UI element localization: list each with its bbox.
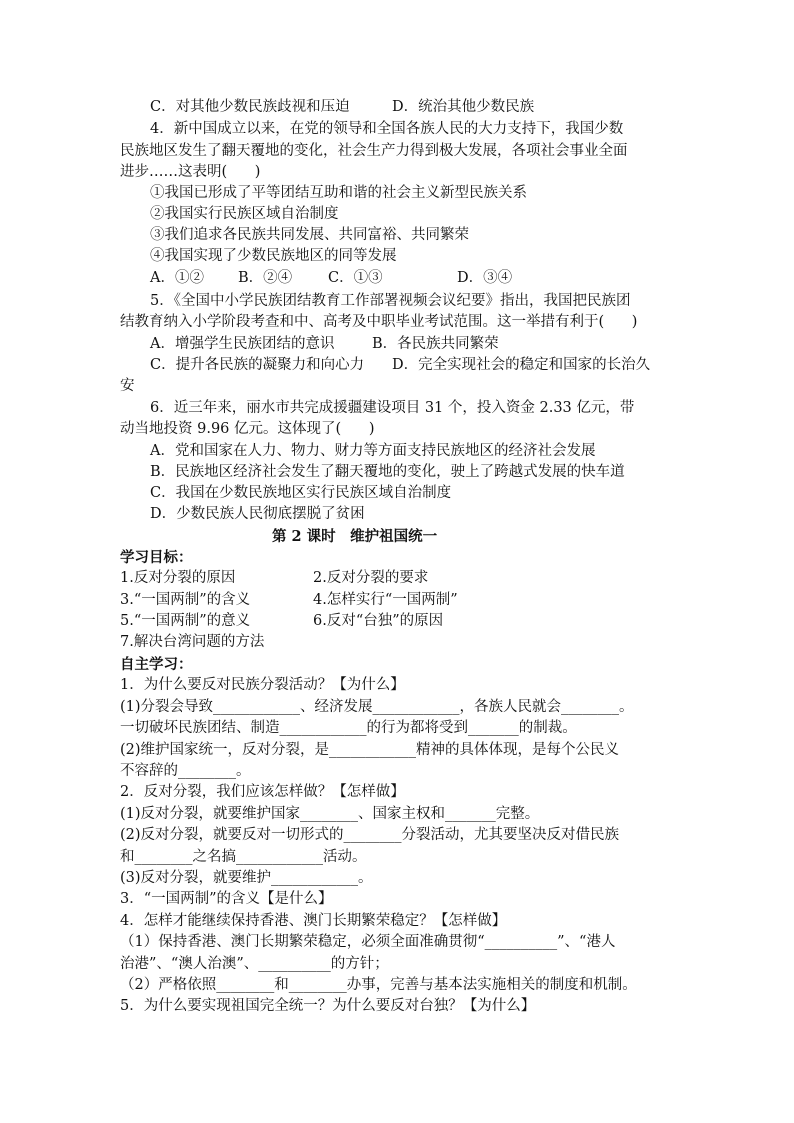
q6-stem-line-2: 动当地投资 9.96 亿元。这体现了( ): [120, 421, 375, 437]
objective-6: 6.反对“台独”的原因: [313, 613, 444, 629]
objective-3: 3.“一国两制”的含义: [120, 592, 251, 608]
q4-statement-3: ③我们追求各民族共同发展、共同富裕、共同繁荣: [150, 227, 469, 243]
q5-stem-line-2: 结教育纳入小学阶段考查和中、高考及中职毕业考试范围。这一举措有利于( ): [120, 314, 638, 330]
objective-5: 5.“一国两制”的意义: [120, 613, 251, 629]
q4-statement-1: ①我国已形成了平等团结互助和谐的社会主义新型民族关系: [150, 185, 527, 201]
q4-stem-line-2: 民族地区发生了翻天覆地的变化，社会生产力得到极大发展，各项社会事业全面: [120, 143, 628, 159]
study-line-5: 不容辞的________。: [120, 763, 251, 779]
q5-option-c: C．提升各民族的凝聚力和向心力: [150, 357, 365, 373]
study-line-4: (2)维护国家统一，反对分裂，是____________精神的具体体现，是每个公民义: [120, 742, 620, 758]
study-line-2: (1)分裂会导致____________、经济发展____________，各族人民就会________。: [120, 699, 634, 715]
study-line-14: 治港”、“澳人治澳”、__________的方针；: [120, 956, 389, 972]
study-line-9: 和________之名搞____________活动。: [120, 849, 367, 865]
q3-option-c: C．对其他少数民族歧视和压迫: [150, 99, 350, 115]
q4-statement-2: ②我国实行民族区域自治制度: [150, 206, 339, 222]
study-line-12: 4．怎样才能继续保持香港、澳门长期繁荣稳定？【怎样做】: [120, 913, 507, 929]
q6-option-b: B．民族地区经济社会发生了翻天覆地的变化，驶上了跨越式发展的快车道: [150, 464, 625, 480]
study-line-1: 1．为什么要反对民族分裂活动？【为什么】: [120, 677, 405, 693]
q4-option-a: A．①②: [150, 270, 204, 286]
study-line-3: 一切破坏民族团结、制造____________的行为都将受到_______的制裁。: [120, 720, 577, 736]
q4-option-c: C．①③: [328, 270, 383, 286]
study-line-13: （1）保持香港、澳门长期繁荣稳定，必须全面准确贯彻“__________”、“港人: [120, 934, 616, 950]
q4-statement-4: ④我国实现了少数民族地区的同等发展: [150, 248, 397, 264]
q5-option-a: A．增强学生民族团结的意识: [150, 336, 335, 352]
q3-option-d: D．统治其他少数民族: [392, 99, 535, 115]
q6-option-d: D．少数民族人民彻底摆脱了贫困: [150, 506, 365, 522]
q4-stem-line-1: 4．新中国成立以来，在党的领导和全国各族人民的大力支持下，我国少数: [150, 121, 624, 137]
q5-option-d: D．完全实现社会的稳定和国家的长治久: [392, 357, 651, 373]
self-study-heading: 自主学习：: [120, 656, 193, 673]
objectives-heading: 学习目标：: [120, 549, 193, 566]
q6-option-a: A．党和国家在人力、物力、财力等方面支持民族地区的经济社会发展: [150, 443, 596, 459]
study-line-6: 2．反对分裂，我们应该怎样做？【怎样做】: [120, 784, 405, 800]
study-line-16: 5．为什么要实现祖国完全统一？为什么要反对台独？【为什么】: [120, 998, 536, 1014]
objective-2: 2.反对分裂的要求: [313, 570, 429, 586]
q4-stem-line-3: 进步……这表明( ): [120, 164, 261, 180]
study-line-10: (3)反对分裂，就要维护____________。: [120, 870, 373, 886]
objective-7: 7.解决台湾问题的方法: [120, 634, 265, 650]
q5-stem-line-1: 5．《全国中小学民族团结教育工作部署视频会议纪要》指出，我国把民族团: [150, 293, 631, 309]
study-line-8: (2)反对分裂，就要反对一切形式的________分裂活动，尤其要坚决反对借民族: [120, 827, 620, 843]
study-line-7: (1)反对分裂，就要维护国家________、国家主权和_______完整。: [120, 806, 540, 822]
lesson-title: 第 2 课时 维护祖国统一: [272, 528, 438, 545]
q4-option-d: D．③④: [457, 270, 513, 286]
q4-option-b: B．②④: [238, 270, 293, 286]
q5-option-b: B．各民族共同繁荣: [372, 336, 499, 352]
study-line-15: （2）严格依照________和________办事，完善与基本法实施相关的制度和机制。: [120, 977, 637, 993]
q5-option-d-cont: 安: [120, 378, 135, 394]
objective-1: 1.反对分裂的原因: [120, 570, 236, 586]
study-line-11: 3．“一国两制”的含义【是什么】: [120, 891, 333, 907]
q6-stem-line-1: 6．近三年来，丽水市共完成援疆建设项目 31 个，投入资金 2.33 亿元，带: [150, 400, 635, 416]
objective-4: 4.怎样实行“一国两制”: [313, 592, 458, 608]
q6-option-c: C．我国在少数民族地区实行民族区域自治制度: [150, 485, 452, 501]
